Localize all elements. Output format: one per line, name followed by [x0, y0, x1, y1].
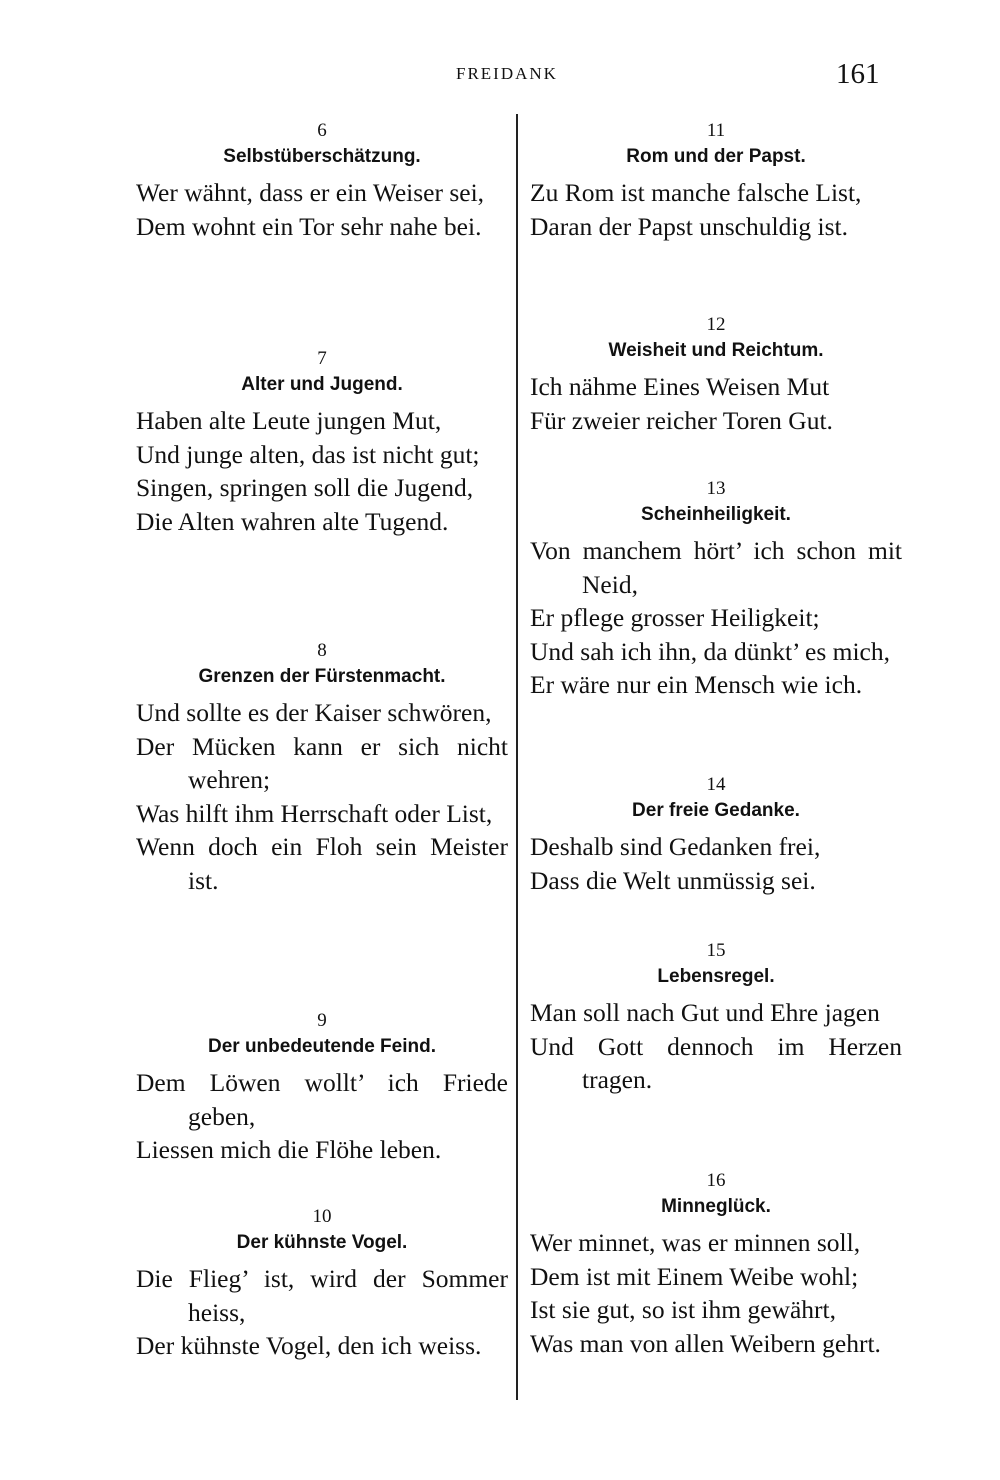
verse-line: Und sollte es der Kaiser schwören, [136, 698, 492, 727]
verse-line: Deshalb sind Gedanken frei, [530, 832, 821, 861]
poem-8 [136, 640, 508, 897]
verse-line: Für zweier reicher Toren Gut. [530, 405, 833, 435]
poem-number: 11 [706, 120, 726, 141]
verse-line: Liessen mich die Flöhe leben. [136, 1135, 442, 1164]
poem-number: 6 [317, 120, 327, 141]
verse-line: Und sah ich ihn, da dünkt’ es mich, [530, 636, 891, 666]
poem-number: 12 [706, 314, 726, 335]
verse-line: Was man von allen Weibern gehrt. [530, 1328, 881, 1358]
verse-line: Wer wähnt, dass er ein Weiser sei, [136, 178, 485, 207]
poem-title: Selbstüberschätzung. [223, 146, 421, 167]
poem-13 [530, 478, 902, 702]
poem-number: 9 [317, 1010, 327, 1031]
verse-line: Haben alte Leute jungen Mut, [136, 406, 442, 435]
poem-number: 16 [706, 1170, 726, 1191]
poem-title: Der kühnste Vogel. [236, 1232, 408, 1253]
verse-line: Er pflege grosser Heiligkeit; [530, 603, 820, 632]
verse-line: Zu Rom ist manche falsche List, [530, 178, 862, 207]
poem-16 [530, 1170, 902, 1360]
verse-line: Wenn doch ein Floh sein Meister ist. [136, 832, 508, 895]
poem-title: Weisheit und Reichtum. [608, 340, 824, 361]
verse-line: Man soll nach Gut und Ehre jagen [530, 998, 880, 1027]
verse-line: Dass die Welt unmüssig sei. [530, 865, 816, 895]
poem-number: 14 [706, 774, 726, 795]
verse-line: Wer minnet, was er minnen soll, [530, 1228, 861, 1257]
verse-line: Er wäre nur ein Mensch wie ich. [530, 670, 863, 699]
verse-line: Daran der Papst unschuldig ist. [530, 211, 848, 241]
page-number: 161 [836, 58, 880, 90]
poem-title: Lebensregel. [657, 966, 775, 987]
poem-title: Minneglück. [661, 1196, 771, 1217]
verse-line: Singen, springen soll die Jugend, [136, 473, 474, 502]
verse-line: Was hilft ihm Herrschaft oder List, [136, 798, 493, 828]
verse-line: Die Flieg’ ist, wird der Sommer heiss, [136, 1264, 508, 1327]
verse-line: Von manchem hört’ ich schon mit Neid, [530, 536, 902, 599]
poem-title: Rom und der Papst. [626, 146, 806, 167]
verse-line: Die Alten wahren alte Tugend. [136, 506, 449, 536]
verse-line: Der Mücken kann er sich nicht wehren; [136, 731, 508, 794]
verse-line: Ist sie gut, so ist ihm gewährt, [530, 1295, 836, 1324]
poem-12 [530, 314, 902, 437]
poem-11 [530, 120, 902, 243]
poem-title: Scheinheiligkeit. [641, 504, 791, 525]
verse-line: Dem Löwen wollt’ ich Friede geben, [136, 1068, 508, 1131]
running-title: FREIDANK [456, 64, 558, 83]
poem-number: 15 [706, 940, 726, 961]
poem-number: 10 [312, 1206, 332, 1227]
verse-line: Ich nähme Eines Weisen Mut [530, 372, 830, 401]
verse-line: Der kühnste Vogel, den ich weiss. [136, 1331, 482, 1360]
poem-14 [530, 774, 902, 897]
verse-line: Dem wohnt ein Tor sehr nahe bei. [136, 211, 482, 241]
verse-line: Und junge alten, das ist nicht gut; [136, 439, 480, 469]
poem-title: Der freie Gedanke. [632, 800, 800, 821]
verse-line: Und Gott dennoch im Herzen tragen. [530, 1031, 902, 1094]
poem-15 [530, 940, 902, 1097]
poem-number: 13 [706, 478, 726, 499]
poem-7 [136, 348, 508, 538]
poem-6 [136, 120, 508, 243]
poem-title: Alter und Jugend. [241, 374, 403, 395]
poem-9 [136, 1010, 508, 1167]
column-divider [516, 114, 518, 1400]
poem-number: 8 [317, 640, 327, 661]
poem-title: Der unbedeutende Feind. [207, 1036, 437, 1057]
verse-line: Dem ist mit Einem Weibe wohl; [530, 1261, 859, 1291]
poem-title: Grenzen der Fürstenmacht. [198, 666, 446, 687]
page-header [0, 60, 1000, 94]
poem-10 [136, 1206, 508, 1363]
poem-number: 7 [317, 348, 327, 369]
